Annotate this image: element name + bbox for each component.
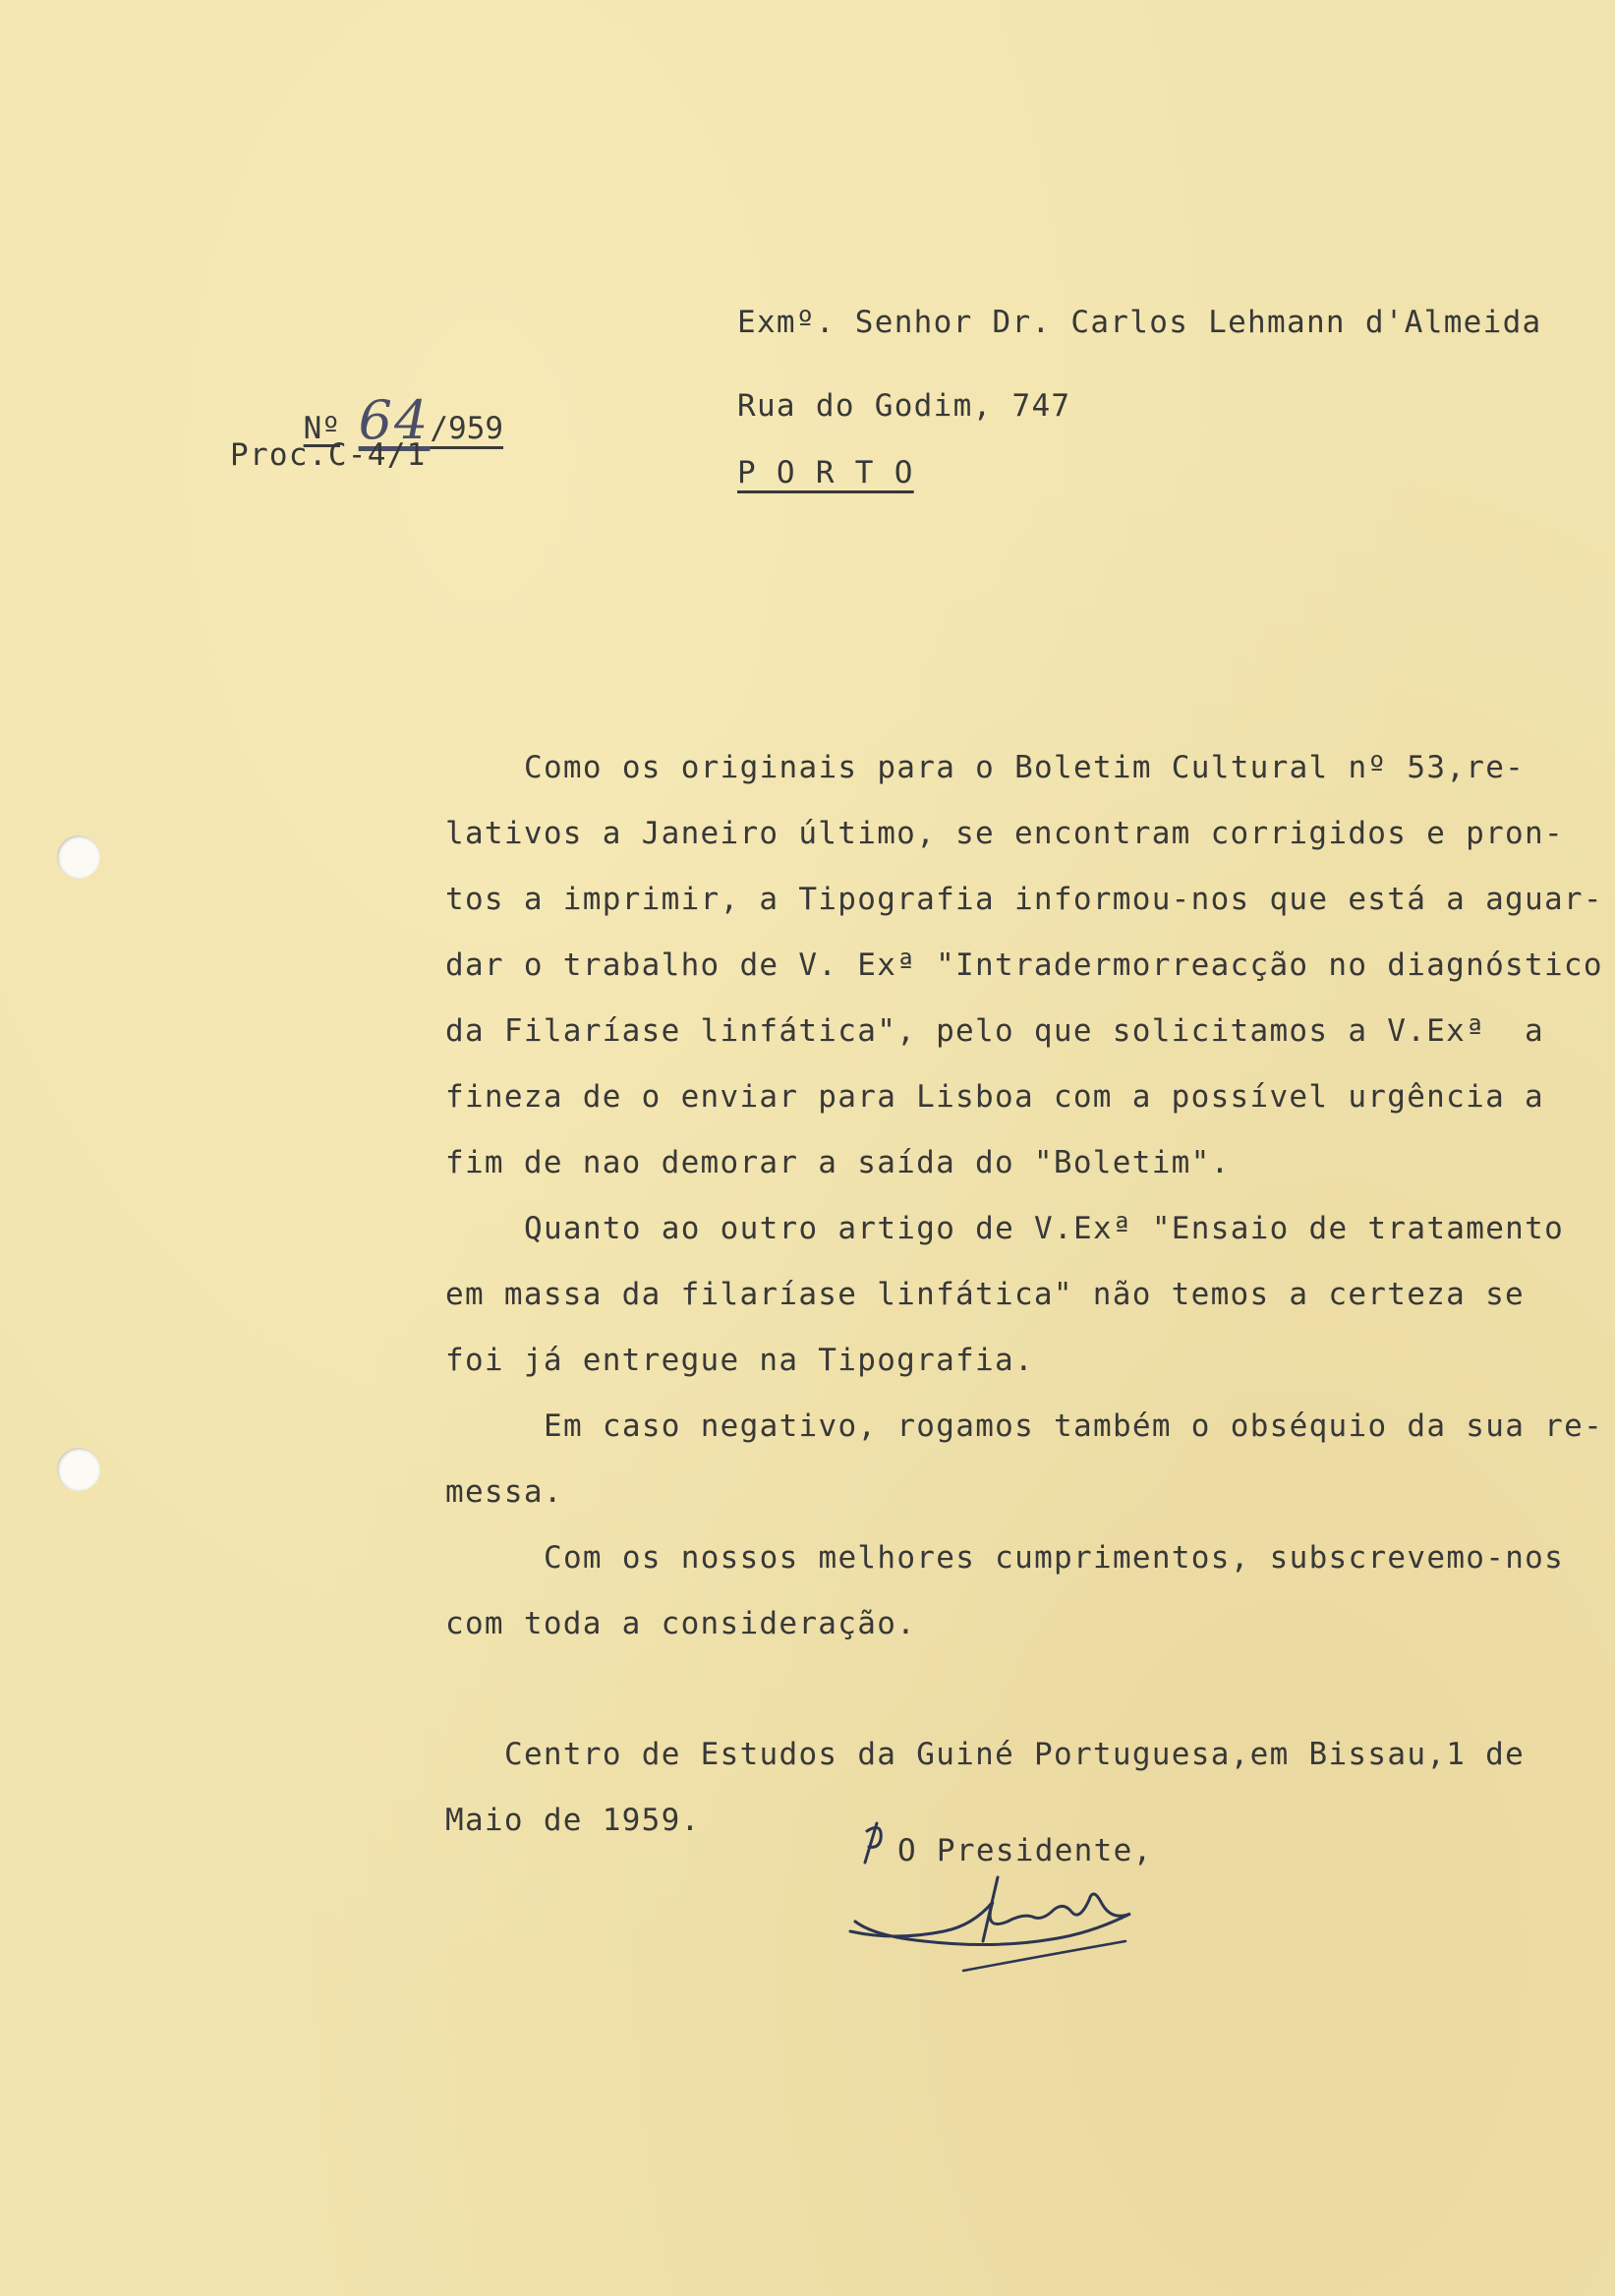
signature-stroke bbox=[850, 1894, 1130, 1945]
body-line-13: Com os nossos melhores cumprimentos, subscrevemo-nos bbox=[544, 1540, 1565, 1576]
body-line-5: da Filaríase linfática", pelo que solicitamos a V.Exª a bbox=[445, 1013, 1544, 1049]
closing-place-line-2: Maio de 1959. bbox=[445, 1803, 701, 1838]
body-line-1: Como os originais para o Boletim Cultural nº 53,re- bbox=[524, 750, 1526, 785]
signature-graphic bbox=[836, 1784, 1189, 1990]
reference-number-handwritten: 64 bbox=[358, 389, 431, 451]
reference-number-label: Nº bbox=[303, 411, 340, 446]
signatory-title: O Presidente, bbox=[897, 1833, 1153, 1868]
body-line-6: fineza de o enviar para Lisboa com a possível urgência a bbox=[445, 1079, 1544, 1115]
addressee-line: Exmº. Senhor Dr. Carlos Lehmann d'Almeida bbox=[737, 305, 1542, 340]
body-line-3: tos a imprimir, a Tipografia informou-nos que está a aguar- bbox=[445, 882, 1603, 917]
body-line-7: fim de nao demorar a saída do "Boletim". bbox=[445, 1145, 1231, 1180]
address-city: P O R T O bbox=[737, 455, 914, 490]
punch-hole-top bbox=[57, 835, 100, 879]
body-line-9: em massa da filaríase linfática" não temos a certeza se bbox=[445, 1277, 1525, 1312]
body-line-14: com toda a consideração. bbox=[445, 1606, 917, 1641]
punch-hole-bottom bbox=[57, 1448, 100, 1491]
per-procuration-mark bbox=[865, 1823, 881, 1863]
body-line-8: Quanto ao outro artigo de V.Exª "Ensaio de tratamento bbox=[524, 1211, 1565, 1246]
body-line-11: Em caso negativo, rogamos também o obséquio da sua re- bbox=[544, 1408, 1604, 1444]
reference-number-year: /959 bbox=[430, 411, 504, 446]
process-reference: Proc.C-4/1 bbox=[230, 437, 427, 473]
body-line-4: dar o trabalho de V. Exª "Intradermorreacção no diagnóstico bbox=[445, 947, 1603, 983]
closing-place-line-1: Centro de Estudos da Guiné Portuguesa,em Bissau,1 de bbox=[504, 1737, 1526, 1772]
body-line-10: foi já entregue na Tipografia. bbox=[445, 1343, 1034, 1378]
address-street: Rua do Godim, 747 bbox=[737, 388, 1071, 424]
body-line-12: messa. bbox=[445, 1474, 563, 1510]
body-line-2: lativos a Janeiro último, se encontram corrigidos e pron- bbox=[445, 816, 1564, 851]
